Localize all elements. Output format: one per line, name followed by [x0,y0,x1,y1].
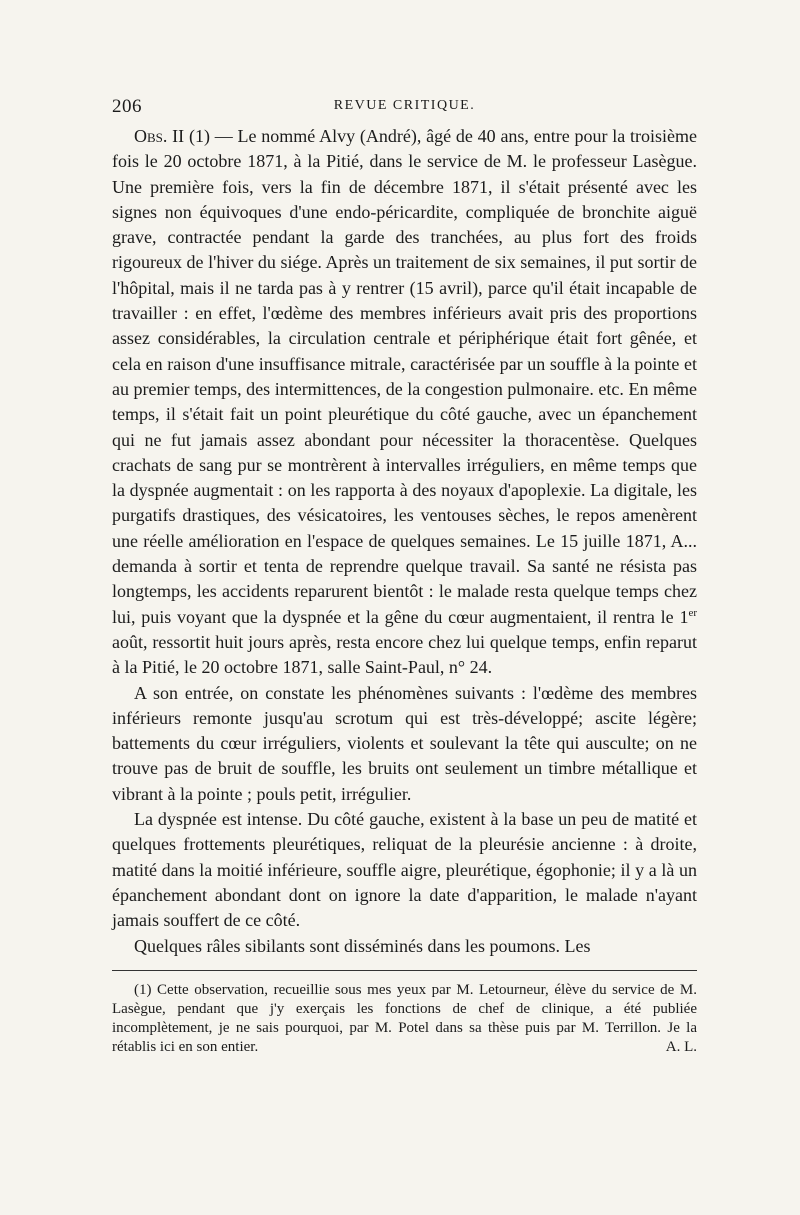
document-page [112,94,697,1057]
superscript: er [688,606,697,619]
running-header [112,94,697,124]
footnote-divider [112,970,697,971]
page-number: 206 [112,96,142,117]
footnote-body: (1) Cette observation, recueillie sous mes yeux par M. Letourneur, élève du service de M. Lasègue, pendant que j'y exerçais les fonctions de chef de clinique, a été publiée incomplètement, je ne sais pourquoi, par M. Potel dans sa thèse puis par M. Terrillon. Je la rétablis ici en son entier. [112,981,697,1055]
paragraph-observation [112,124,697,681]
paragraph-rales: Quelques râles sibilants sont disséminés dans les poumons. Les [134,935,591,956]
observation-label: Obs. II [134,126,185,146]
paragraph-admission: A son entrée, on constate les phénomènes suivants : l'œdème des membres inférieurs remonte jusqu'au scrotum qui est très-développé; ascite légère; battements du cœur irréguliers, violents et soulevant la tête qui ausculte; on ne trouve pas de bruit de souffle, les bruits ont seulement un timbre métallique et vibrant à la pointe ; pouls petit, irrégulier. [112,682,697,804]
paragraph-text-continued: août, ressortit huit jours après, resta encore chez lui quelque temps, enfin reparut à la Pitié, le 20 octobre 1871, salle Saint-Paul, n° 24. [112,631,697,678]
footnote-signature: A. L. [665,1038,697,1055]
paragraph-text: (1) — Le nommé Alvy (André), âgé de 40 ans, entre pour la troisième fois le 20 octobre 1871, à la Pitié, dans le service de M. le professeur Lasègue. Une première fois, vers la fin de décembre 1871, il s'était présenté avec les signes non équivoques d'une endo-péricardite, compliquée de bronchite aiguë grave, contractée pendant la garde des tranchées, au plus fort des froids rigoureux de l'hiver du siége. Après un traitement de six semaines, il put sortir de l'hôpital, mais il ne tarda pas à y rentrer (15 avril), parce qu'il était incapable de travailler : en effet, l'œdème des membres inférieurs avait pris des proportions assez considérables, la circulation centrale et périphérique était fort gênée, et cela en raison d'une insuffisance mitrale, caractérisée par un souffle à la pointe et au premier temps, des intermittences, de la congestion pulmonaire. etc. En même temps, il s'était fait un point pleurétique du côté gauche, avec un épanchement qui ne fut jamais assez abondant pour nécessiter la thoracentèse. Quelques crachats de sang pur se montrèrent à intervalles irréguliers, en même temps que la dyspnée augmentait : on les rapporta à des noyaux d'apoplexie. La digitale, les purgatifs drastiques, des vésicatoires, les ventouses sèches, le repos amenèrent une réelle amélioration en l'espace de quelques semaines. Le 15 juille 1871, A... demanda à sortir et tenta de reprendre quelque travail. Sa santé ne résista pas longtemps, les accidents reparurent bientôt : le malade resta quelque temps chez lui, puis voyant que la dyspnée et la gêne du cœur augmentaient, il rentra le 1 [112,126,698,627]
paragraph-dyspnea: La dyspnée est intense. Du côté gauche, existent à la base un peu de matité et quelques frottements pleurétiques, reliquat de la pleurésie ancienne : à droite, matité dans la moitié inférieure, souffle aigre, pleurétique, égophonie; il y a là un épanchement abondant dont on ignore la date d'apparition, le malade n'ayant jamais souffert de ce côté. [112,809,697,931]
body-text [112,124,697,959]
footnote-text [112,981,697,1057]
running-title: REVUE CRITIQUE. [333,98,476,113]
footnote [112,981,697,1057]
